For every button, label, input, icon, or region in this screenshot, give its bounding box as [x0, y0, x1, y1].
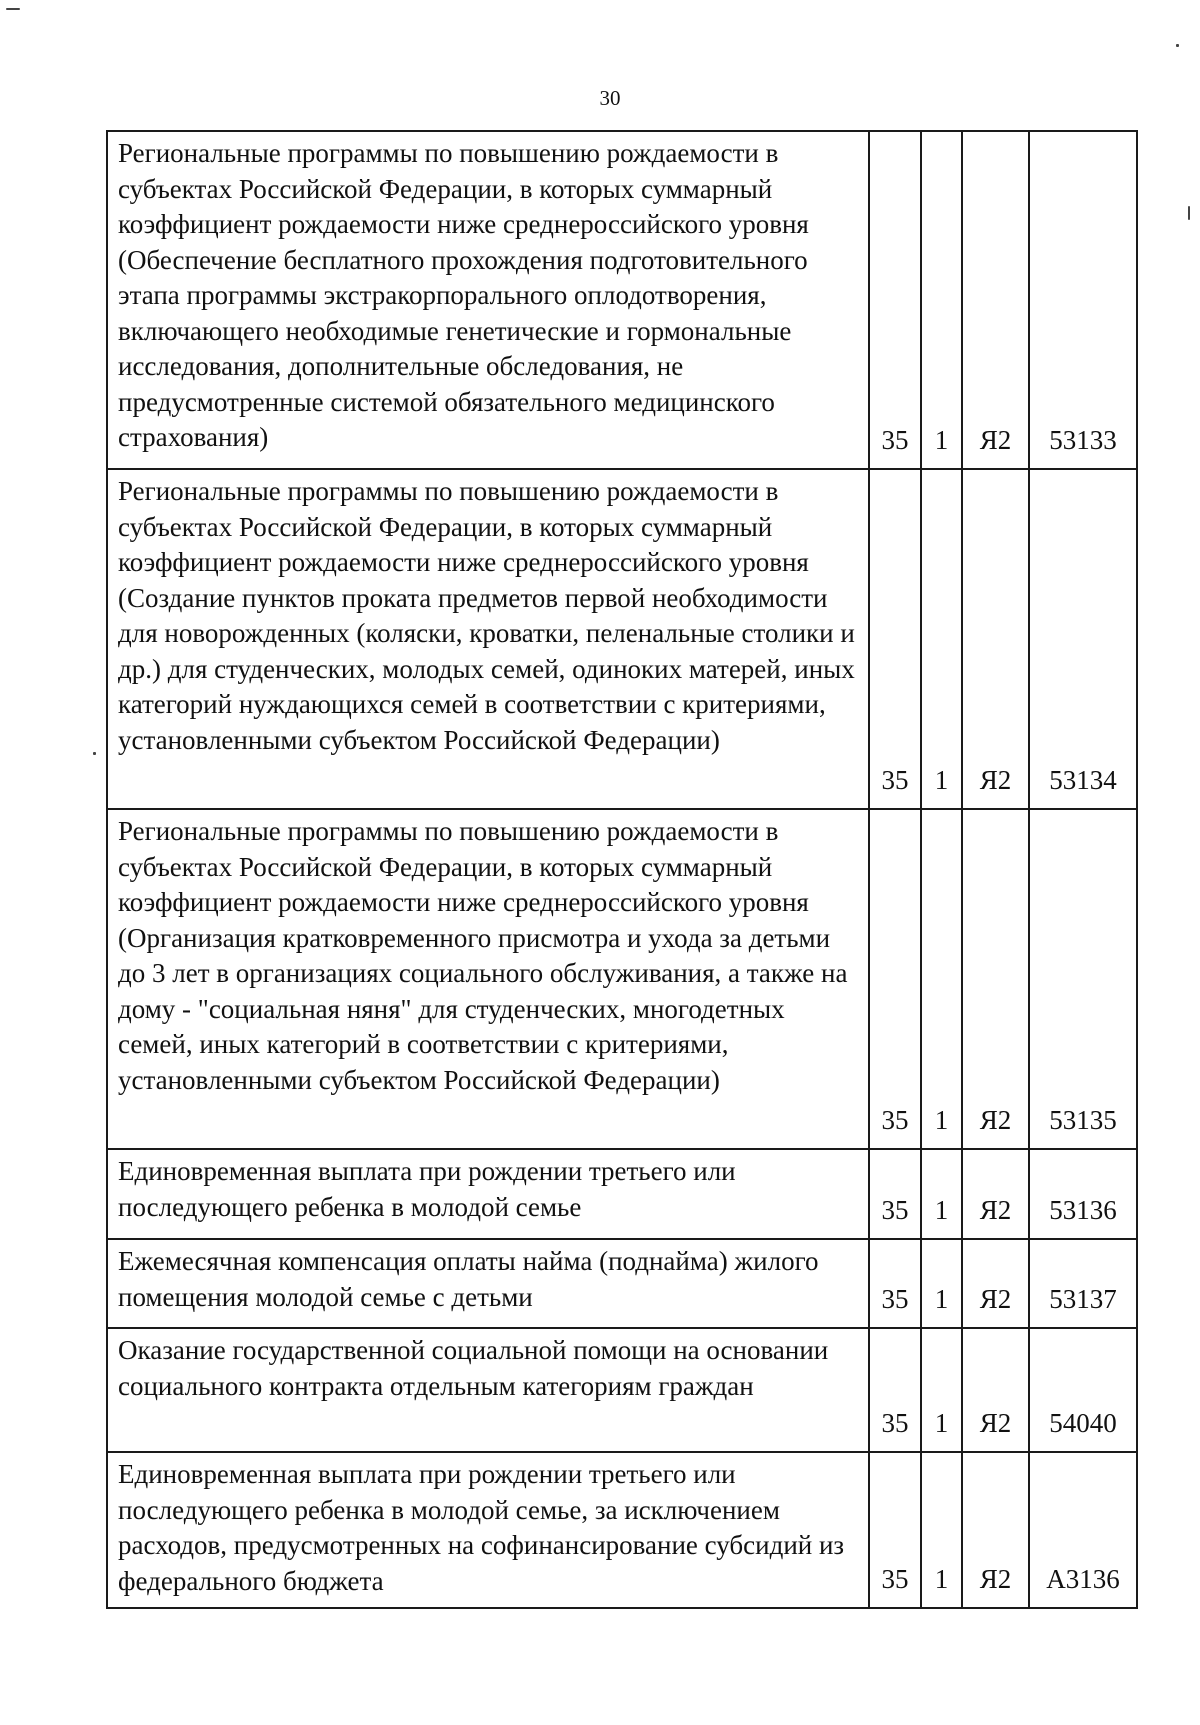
table-row — [107, 469, 1137, 809]
scan-speck — [93, 752, 96, 755]
row-description: Региональные программы по повышению рождаемости в субъектах Российской Федерации, в которых суммарный коэффициент рождаемости ниже среднероссийского уровня (Обеспечение бесплатного прохождения подготовительного этапа программы экстракорпорального оплодотворения, включающего необходимые генетические и гормональные исследования, дополнительные обследования, не предусмотренные системой обязательного медицинского страхования) — [107, 131, 869, 469]
code-column-4: 54040 — [1029, 1328, 1137, 1452]
row-description: Единовременная выплата при рождении третьего или последующего ребенка в молодой семье — [107, 1149, 869, 1239]
code-column-4: 53135 — [1029, 809, 1137, 1149]
page-number: 30 — [599, 86, 621, 110]
row-description: Единовременная выплата при рождении третьего или последующего ребенка в молодой семье, за исключением расходов, предусмотренных на софинансирование субсидий из федерального бюджета — [107, 1452, 869, 1608]
code-column-1: 35 — [869, 1452, 921, 1608]
code-column-3: Я2 — [962, 1452, 1029, 1608]
code-column-3: Я2 — [962, 131, 1029, 469]
table-row — [107, 1239, 1137, 1328]
code-column-3: Я2 — [962, 809, 1029, 1149]
code-column-4: 53137 — [1029, 1239, 1137, 1328]
scan-speck — [1188, 206, 1190, 220]
table-row — [107, 1328, 1137, 1452]
table-row — [107, 1149, 1137, 1239]
row-description: Оказание государственной социальной помощи на основании социального контракта отдельным категориям граждан — [107, 1328, 869, 1452]
code-column-2: 1 — [921, 1149, 962, 1239]
scan-speck — [1176, 44, 1179, 47]
scan-speck — [6, 8, 20, 10]
code-column-2: 1 — [921, 1328, 962, 1452]
code-column-2: 1 — [921, 469, 962, 809]
code-column-1: 35 — [869, 1328, 921, 1452]
code-column-4: 53136 — [1029, 1149, 1137, 1239]
code-column-2: 1 — [921, 1239, 962, 1328]
row-description: Региональные программы по повышению рождаемости в субъектах Российской Федерации, в которых суммарный коэффициент рождаемости ниже среднероссийского уровня (Создание пунктов проката предметов первой необходимости для новорожденных (коляски, кроватки, пеленальные столики и др.) для студенческих, молодых семей, одиноких матерей, иных категорий нуждающихся семей в соответствии с критериями, установленными субъектом Российской Федерации) — [107, 469, 869, 809]
budget-code-table — [106, 130, 1138, 1609]
code-column-4: 53133 — [1029, 131, 1137, 469]
code-column-3: Я2 — [962, 1239, 1029, 1328]
code-column-2: 1 — [921, 131, 962, 469]
code-column-2: 1 — [921, 1452, 962, 1608]
table-row — [107, 131, 1137, 469]
code-column-1: 35 — [869, 131, 921, 469]
code-column-2: 1 — [921, 809, 962, 1149]
row-description: Ежемесячная компенсация оплаты найма (поднайма) жилого помещения молодой семье с детьми — [107, 1239, 869, 1328]
code-column-3: Я2 — [962, 1328, 1029, 1452]
code-column-3: Я2 — [962, 1149, 1029, 1239]
code-column-1: 35 — [869, 1149, 921, 1239]
code-column-1: 35 — [869, 809, 921, 1149]
code-column-1: 35 — [869, 469, 921, 809]
table-row — [107, 809, 1137, 1149]
code-column-1: 35 — [869, 1239, 921, 1328]
code-column-4: 53134 — [1029, 469, 1137, 809]
row-description: Региональные программы по повышению рождаемости в субъектах Российской Федерации, в которых суммарный коэффициент рождаемости ниже среднероссийского уровня (Организация кратковременного присмотра и ухода за детьми до 3 лет в организациях социального обслуживания, а также на дому - "социальная няня" для студенческих, многодетных семей, иных категорий в соответствии с критериями, установленными субъектом Российской Федерации) — [107, 809, 869, 1149]
code-column-4: А3136 — [1029, 1452, 1137, 1608]
code-column-3: Я2 — [962, 469, 1029, 809]
table-row — [107, 1452, 1137, 1608]
